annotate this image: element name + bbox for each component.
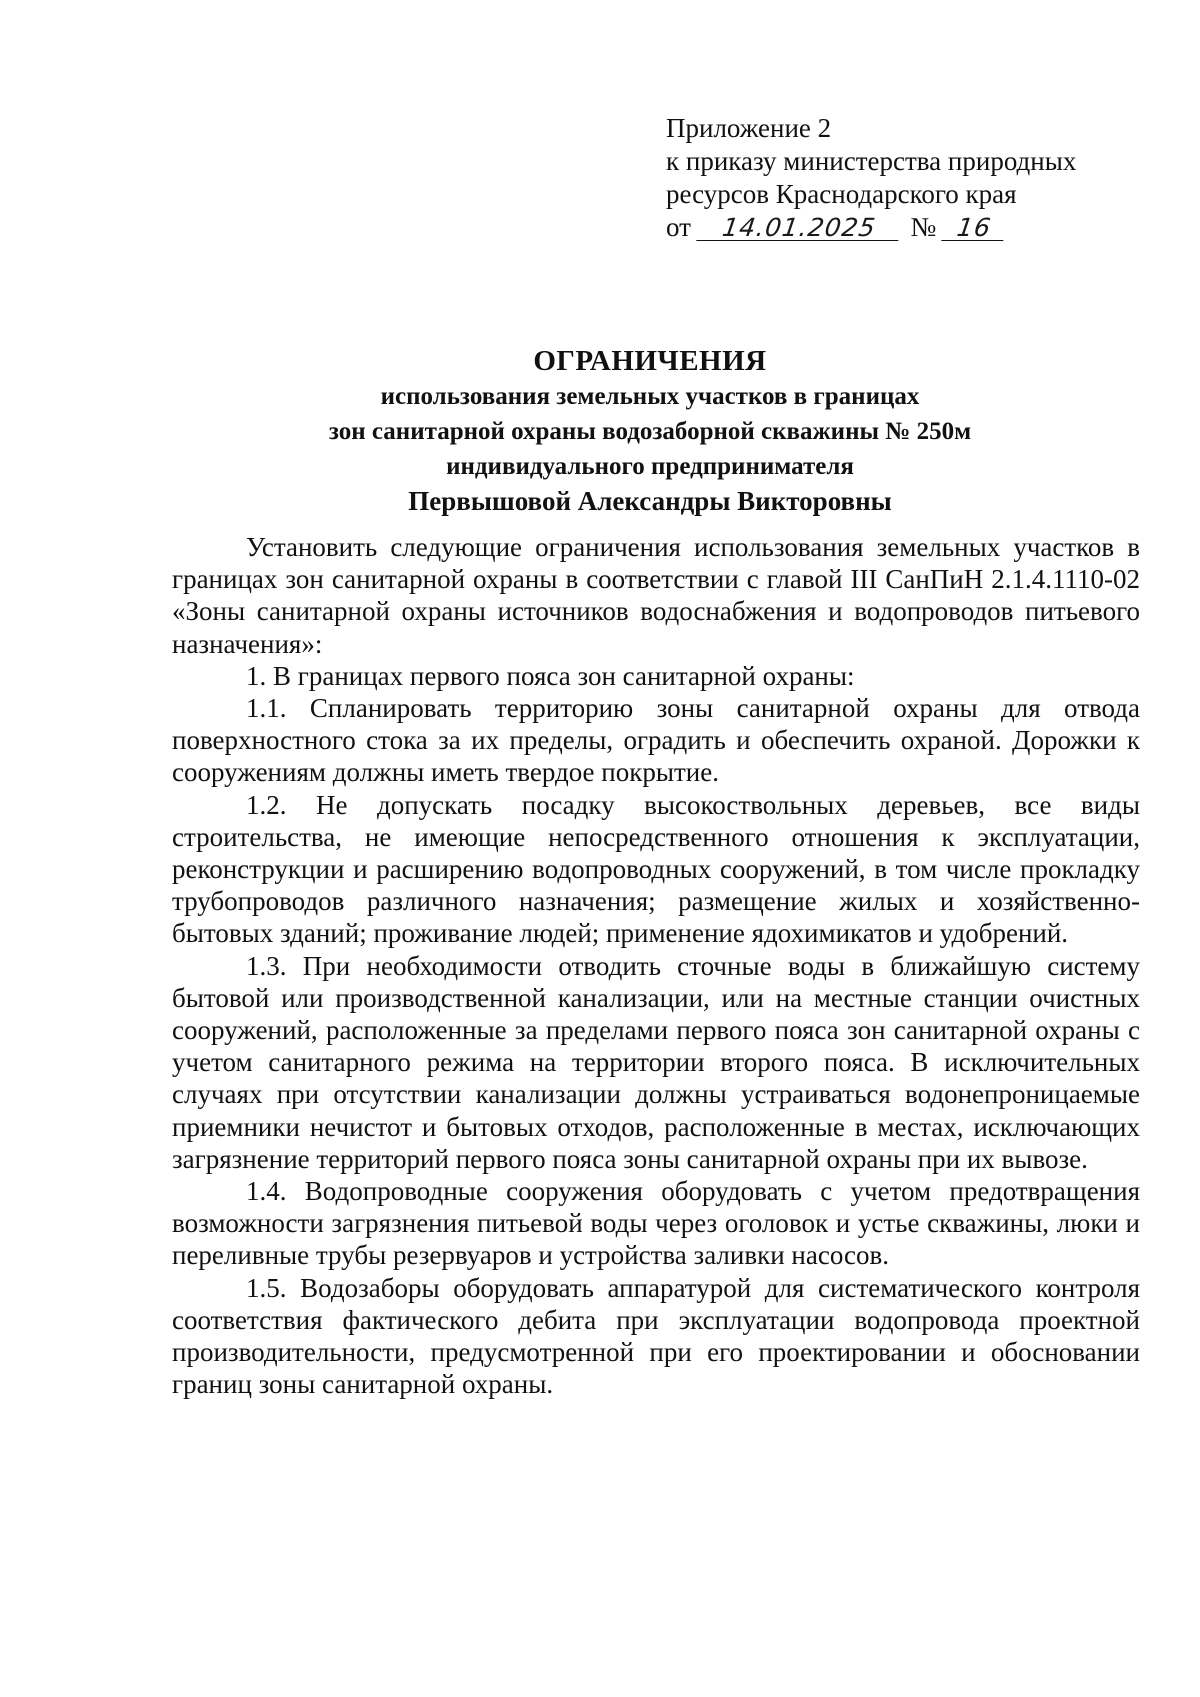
subtitle-line-4: Первышовой Александры Викторовны [408,486,892,516]
handwritten-date: 14.01.2025 [696,216,902,241]
paragraph-1-4: 1.4. Водопроводные сооружения оборудовать с учетом предотвращения возможности загрязнения питьевой воды через оголовок и устье скважины, люки и переливные трубы резервуаров и устройства заливки насосов. [172,1176,1140,1271]
document-body [172,531,1140,1400]
document-title-block [172,343,1128,519]
subtitle-line-1: использования земельных участков в границах [380,383,920,410]
paragraph-1-3: 1.3. При необходимости отводить сточные воды в ближайшую систему бытовой или производственной канализации, или на местные станции очистных сооружений, расположенные за пределами первого пояса зон санитарной охраны с учетом санитарного режима на территории второго пояса. В исключительных случаях при отсутствии канализации должны устраиваться водонепроницаемые приемники нечистот и бытовых отходов, расположенные в местах, исключающих загрязнение территорий первого пояса зоны санитарной охраны при их вывозе. [172,950,1140,1174]
intro-paragraph: Установить следующие ограничения использования земельных участков в границах зон санитарной охраны в соответствии с главой III СанПиН 2.1.4.1110-02 «Зоны санитарной охраны источников водоснабжения и водопроводов питьевого назначения»: [172,532,1140,659]
number-prefix: № [910,212,937,242]
paragraph-1-5: 1.5. Водозаборы оборудовать аппаратурой для систематического контроля соответствия фактического дебита при эксплуатации водопровода проектной производительности, предусмотренной при его проектировании и обосновании границ зоны санитарной охраны. [172,1272,1140,1400]
annex-order-ref: к приказу министерства природных [666,146,1077,176]
handwritten-number: 16 [941,216,1007,241]
subtitle-line-3: индивидуального предпринимателя [446,453,854,480]
subtitle-line-2: зон санитарной охраны водозаборной скважины № 250м [328,418,972,445]
annex-ministry: ресурсов Краснодарского края [666,179,1017,209]
annex-block [666,112,1076,244]
annex-date-number-line [666,211,1076,244]
annex-title: Приложение 2 [666,113,832,143]
paragraph-1: 1. В границах первого пояса зон санитарной охраны: [246,660,855,691]
date-prefix: от [666,212,691,242]
document-title: ОГРАНИЧЕНИЯ [533,345,767,377]
paragraph-1-1: 1.1. Спланировать территорию зоны санитарной охраны для отвода поверхностного стока за их пределы, оградить и обеспечить охраной. Дорожки к сооружениям должны иметь твердое покрытие. [172,693,1140,788]
paragraph-1-2: 1.2. Не допускать посадку высокоствольных деревьев, все виды строительства, не имеющие непосредственного отношения к эксплуатации, реконструкции и расширению водопроводных сооружений, в том числе прокладку трубопроводов различного назначения; размещение жилых и хозяйственно-бытовых зданий; проживание людей; применение ядохимикатов и удобрений. [172,789,1140,949]
